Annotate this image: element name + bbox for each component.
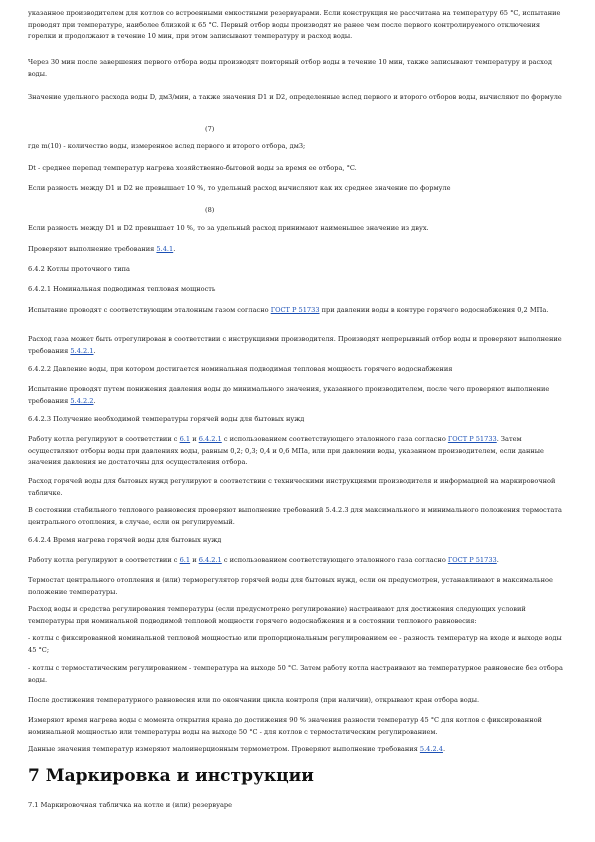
paragraph-intro [28, 8, 568, 43]
paragraph-boiler-adjust-2 [28, 555, 568, 567]
paragraph-text: указанное производителем для котлов со встроенными емкостными резервуарами. Если конструкция не рассчитана на температуру 65 °C, испытание проводят при температуре, наиболее близкой к 65 °C. Первый отбор воды производят не ранее чем после первого контролируемого отключения горелки и продолжают в течение 10 мин, при этом записывают температуру и расход воды. [28, 9, 561, 41]
section-heading-7-1 [28, 800, 568, 812]
paragraph-text: Расход воды и средства регулирования температуры (если предусмотрено регулирование) настраивают для достижения следующих условий температуры при номинальной подводимой тепловой мощности горячего водоснабжения и в состоянии теплового равновесия: [28, 605, 526, 625]
paragraph-text: . [442, 745, 446, 753]
paragraph-text: Термостат центрального отопления и (или) терморегулятор горячей воды для бытовых нужд, если он предусмотрен, устанавливают в максимальное положение температуры. [28, 576, 553, 596]
paragraph-text: - котлы с термостатическим регулированием - температура на выходе 50 °C. Затем работу котла настраивают на температурное равновесие без отбора воды. [28, 664, 563, 684]
paragraph-text: . [496, 556, 499, 564]
paragraph-text: с использованием соответствующего эталонного газа согласно [221, 435, 448, 443]
link-6-4-2-1[interactable]: 6.4.2.1 [198, 556, 222, 564]
paragraph-where-m [28, 141, 568, 153]
paragraph-text: . [93, 346, 96, 355]
paragraph-text: Работу котла регулируют в соответствии с [28, 556, 180, 564]
paragraph-text: Значение удельного расхода воды D, дм3/мин, а также значения D1 и D2, определенные вслед первого и второго отборов воды, вычисляют по формуле [28, 93, 562, 101]
link-5-4-1[interactable]: 5.4.1 [156, 245, 174, 253]
link-gost-r-51733[interactable]: ГОСТ Р 51733 [447, 556, 497, 564]
paragraph-open-tap [28, 695, 568, 707]
paragraph-text: Испытание проводят путем понижения давления воды до минимального значения, указанного производителем, после чего проверяют выполнение требования [28, 385, 550, 405]
formula-7-number: (7) [205, 125, 215, 133]
link-5-4-2-4[interactable]: 5.4.2.4 [419, 745, 443, 753]
section-heading-6-4-2-2 [28, 364, 568, 376]
paragraph-text: при давлении воды в контуре горячего водоснабжения 0,2 МПа. [319, 306, 549, 314]
paragraph-text: Испытание проводят с соответствующим эталонным газом согласно [28, 306, 271, 314]
paragraph-text: . Затем осуществляют отборы воды при давлениях воды, равным 0,2; 0,3; 0,4 и 0,6 МПа, или при давлении воды, указанном производителем, если данные значения давления не достаточны для осуществления отбора. [28, 435, 544, 467]
link-6-1[interactable]: 6.1 [179, 556, 191, 564]
paragraph-flow-regulation [28, 604, 568, 627]
paragraph-text: Данные значения температур измеряют малоинерционным термометром. Проверяют выполнение требования [28, 745, 420, 753]
paragraph-text: Через 30 мин после завершения первого отбора воды производят повторный отбор воды в течение 10 мин, также записывают температуру и расход воды. [28, 58, 552, 78]
paragraph-boiler-adjust [28, 434, 568, 469]
list-item-fixed-power [28, 633, 568, 656]
paragraph-thermal-equilibrium [28, 505, 568, 528]
paragraph-text: Расход горячей воды для бытовых нужд регулируют в соответствии с техническими инструкциями производителя и информацией на маркировочной табличке. [28, 477, 556, 497]
link-6-1[interactable]: 6.1 [179, 435, 191, 443]
paragraph-text: Расход газа может быть отрегулирован в соответствии с инструкциями производителя. Производят непрерывный отбор воды и проверяют выполнение требования [28, 335, 562, 355]
paragraph-text: с использованием соответствующего эталонного газа согласно [221, 556, 448, 564]
paragraph-text: где m(10) - количество воды, измеренное вслед первого и второго отбора, дм3; [28, 142, 306, 150]
heading-text: 7.1 Маркировочная табличка на котле и (или) резервуаре [28, 801, 233, 809]
section-heading-6-4-2 [28, 264, 568, 276]
paragraph-text: Проверяют выполнение требования [28, 245, 157, 253]
section-heading-6-4-2-1 [28, 284, 568, 296]
formula-8-number: (8) [205, 206, 215, 214]
paragraph-text: Dt - среднее перепад температур нагрева хозяйственно-бытовой воды за время ее отбора, °C. [28, 164, 357, 172]
paragraph-difference-le10 [28, 183, 568, 195]
paragraph-test-gas [28, 305, 568, 317]
paragraph-text: Если разность между D1 и D2 превышает 10 %, то за удельный расход принимают наименьшее значение из двух. [28, 224, 429, 232]
paragraph-text: После достижения температурного равновесия или по окончании цикла контроля (при наличии), открывают кран отбора воды. [28, 696, 480, 704]
link-5-4-2-2[interactable]: 5.4.2.2 [70, 396, 94, 405]
paragraph-specific-flow [28, 92, 568, 104]
paragraph-difference-gt10 [28, 223, 568, 235]
paragraph-text: и [190, 435, 199, 443]
heading-text: 6.4.2.2 Давление воды, при котором достигается номинальная подводимая тепловая мощность горячего водоснабжения [28, 365, 453, 373]
paragraph-check-5424 [28, 744, 568, 756]
paragraph-second-draw [28, 57, 568, 80]
paragraph-pressure-test [28, 384, 568, 407]
link-5-4-2-1[interactable]: 5.4.2.1 [70, 346, 94, 355]
heading-text: 6.4.2.1 Номинальная подводимая тепловая мощность [28, 285, 216, 293]
paragraph-text: В состоянии стабильного теплового равновесия проверяют выполнение требований 5.4.2.3 для максимального и минимального положения термостата центрального отопления, в случае, если он регулируемый. [28, 506, 562, 526]
heading-text: 6.4.2.3 Получение необходимой температуры горячей воды для бытовых нужд [28, 415, 305, 423]
paragraph-text: . [93, 396, 96, 405]
list-item-thermostatic [28, 663, 568, 686]
heading-text: 6.4.2 Котлы проточного типа [28, 265, 130, 273]
paragraph-text: . [173, 245, 176, 253]
paragraph-text: и [190, 556, 199, 564]
paragraph-text: Измеряют время нагрева воды с момента открытия крана до достижения 90 % значения разности температур 45 °C для котлов с фиксированной номинальной мощностью или температуры воды на выходе 50 °C - для котлов с термостатическим регулированием. [28, 716, 542, 736]
link-6-4-2-1[interactable]: 6.4.2.1 [198, 435, 222, 443]
paragraph-heating-time [28, 715, 568, 738]
heading-text: 6.4.2.4 Время нагрева горячей воды для бытовых нужд [28, 536, 222, 544]
paragraph-hot-water-flow [28, 476, 568, 499]
paragraph-text: Работу котла регулируют в соответствии с [28, 435, 180, 443]
section-heading-7: 7 Маркировка и инструкции [28, 766, 314, 786]
paragraph-text: - котлы с фиксированной номинальной тепловой мощностью или пропорциональным регулированием ее - разность температур на входе и выходе воды 45 °C; [28, 634, 562, 654]
paragraph-gas-flow [28, 334, 568, 357]
section-heading-6-4-2-3 [28, 414, 568, 426]
link-gost-r-51733[interactable]: ГОСТ Р 51733 [447, 435, 497, 443]
link-gost-r-51733[interactable]: ГОСТ Р 51733 [270, 306, 320, 314]
paragraph-thermostat [28, 575, 568, 598]
paragraph-text: Если разность между D1 и D2 не превышает 10 %, то удельный расход вычисляют как их среднее значение по формуле [28, 184, 451, 192]
paragraph-check-541 [28, 244, 568, 256]
section-heading-6-4-2-4 [28, 535, 568, 547]
paragraph-dt [28, 163, 568, 175]
